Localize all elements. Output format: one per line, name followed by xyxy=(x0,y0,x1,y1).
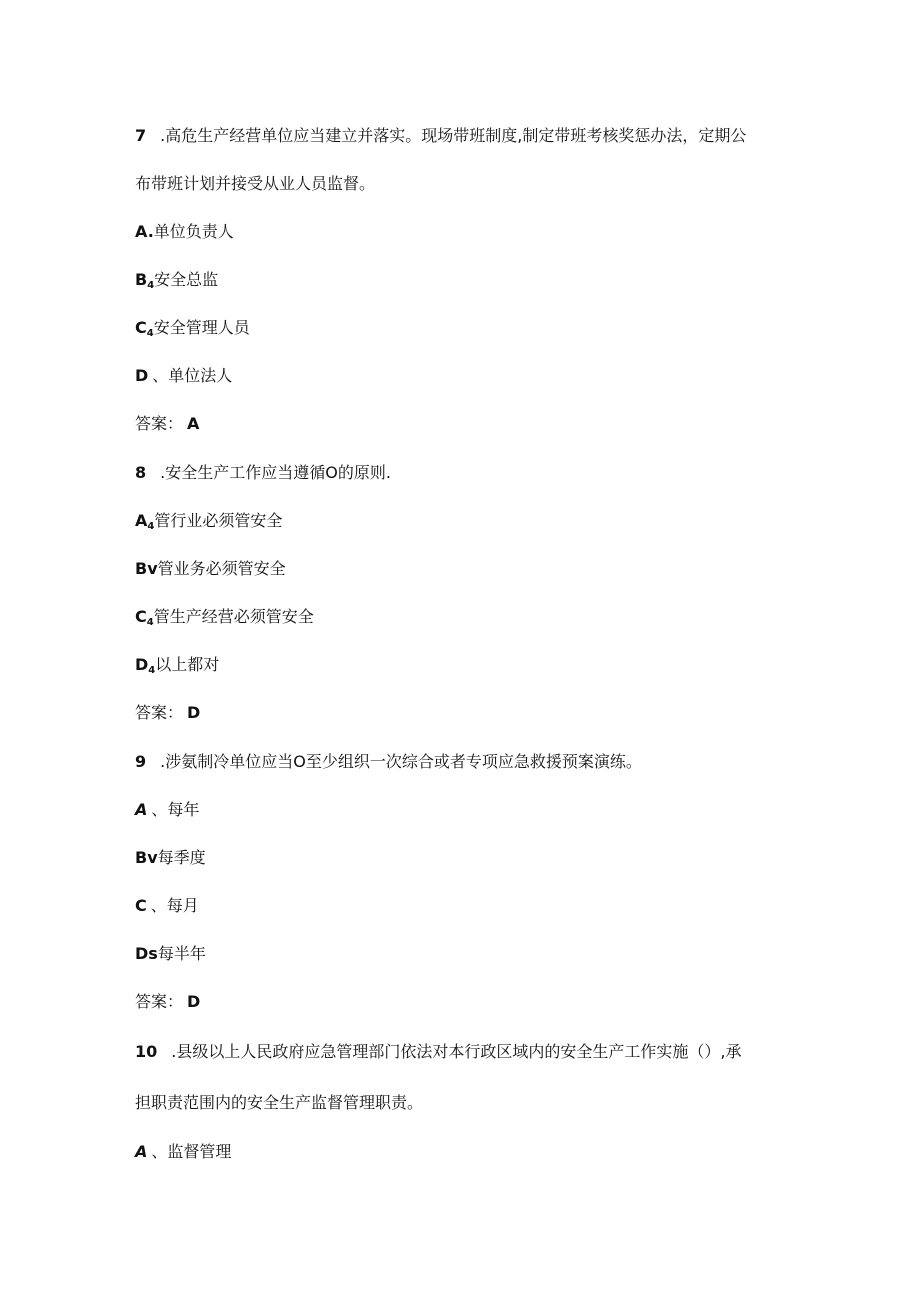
option-letter: A xyxy=(135,222,148,241)
option-separator: 、 xyxy=(152,366,169,385)
option-text: 管业务必须管安全 xyxy=(157,559,286,578)
option-separator: 4 xyxy=(147,280,155,291)
question-8-line-1 xyxy=(135,463,391,483)
option-letter: D xyxy=(135,655,149,674)
option-text: 安全总监 xyxy=(154,270,219,289)
option-text: 监督管理 xyxy=(167,1142,232,1161)
option-letter: A xyxy=(135,511,148,530)
option-9b xyxy=(135,848,206,868)
option-letter: A xyxy=(135,1142,148,1161)
answer-8 xyxy=(135,703,200,723)
option-text: 单位负责人 xyxy=(153,222,234,241)
answer-7 xyxy=(135,414,199,434)
option-separator: . xyxy=(147,222,154,241)
option-letter: B xyxy=(135,270,148,289)
option-10a xyxy=(135,1142,231,1162)
answer-value: D xyxy=(187,992,201,1011)
question-10-line-1 xyxy=(135,1042,741,1062)
question-text: .县级以上人民政府应急管理部门依法对本行政区域内的安全生产工作实施（）,承 xyxy=(171,1042,742,1061)
question-number: 7 xyxy=(135,126,147,145)
option-separator: 、 xyxy=(151,1142,168,1161)
answer-value: A xyxy=(187,414,200,433)
option-separator: v xyxy=(147,559,158,578)
question-number: 10 xyxy=(135,1042,158,1061)
option-separator: v xyxy=(147,848,158,867)
option-8c xyxy=(135,607,314,633)
question-text: .高危生产经营单位应当建立并落实。现场带班制度,制定带班考核奖惩办法，定期公 xyxy=(160,126,747,145)
option-7d xyxy=(135,366,232,386)
option-separator: 4 xyxy=(147,521,155,532)
option-text: 每月 xyxy=(166,896,199,915)
option-8d xyxy=(135,655,219,681)
option-text: 以上都对 xyxy=(155,655,220,674)
option-separator: 4 xyxy=(146,617,154,628)
option-text: 管生产经营必须管安全 xyxy=(153,607,314,626)
option-letter: D xyxy=(135,366,149,385)
question-7-line-2: 布带班计划并接受从业人员监督。 xyxy=(135,174,376,193)
option-text: 每年 xyxy=(167,800,200,819)
question-number: 8 xyxy=(135,463,147,482)
option-9c xyxy=(135,896,199,916)
option-7b xyxy=(135,270,218,296)
option-9d xyxy=(135,944,206,964)
question-number: 9 xyxy=(135,752,147,771)
question-text: .安全生产工作应当遵循O的原则. xyxy=(160,463,391,482)
option-letter: D xyxy=(135,944,149,963)
option-text: 每半年 xyxy=(157,944,206,963)
option-letter: A xyxy=(135,800,148,819)
question-text: .涉氨制冷单位应当O至少组织一次综合或者专项应急救援预案演练。 xyxy=(160,752,642,771)
option-letter: C xyxy=(135,318,147,337)
answer-label: 答案： xyxy=(135,703,184,722)
option-separator: 4 xyxy=(146,328,154,339)
option-separator: s xyxy=(148,944,158,963)
answer-value: D xyxy=(187,703,201,722)
option-text: 每季度 xyxy=(157,848,206,867)
option-letter: C xyxy=(135,607,147,626)
answer-label: 答案： xyxy=(135,414,184,433)
option-separator: 4 xyxy=(148,665,156,676)
option-8b xyxy=(135,559,286,579)
answer-9 xyxy=(135,992,200,1012)
option-letter: B xyxy=(135,848,148,867)
option-letter: B xyxy=(135,559,148,578)
option-9a xyxy=(135,800,199,820)
option-text: 管行业必须管安全 xyxy=(154,511,283,530)
option-text: 安全管理人员 xyxy=(153,318,250,337)
option-separator: 、 xyxy=(150,896,167,915)
question-9-line-1 xyxy=(135,752,642,772)
option-7c xyxy=(135,318,250,344)
option-8a xyxy=(135,511,282,537)
option-letter: C xyxy=(135,896,147,915)
option-text: 单位法人 xyxy=(168,366,233,385)
option-separator: 、 xyxy=(151,800,168,819)
question-10-line-2: 担职责范围内的安全生产监督管理职责。 xyxy=(135,1093,424,1112)
option-7a xyxy=(135,222,234,242)
answer-label: 答案： xyxy=(135,992,184,1011)
question-7-line-1 xyxy=(135,126,746,146)
